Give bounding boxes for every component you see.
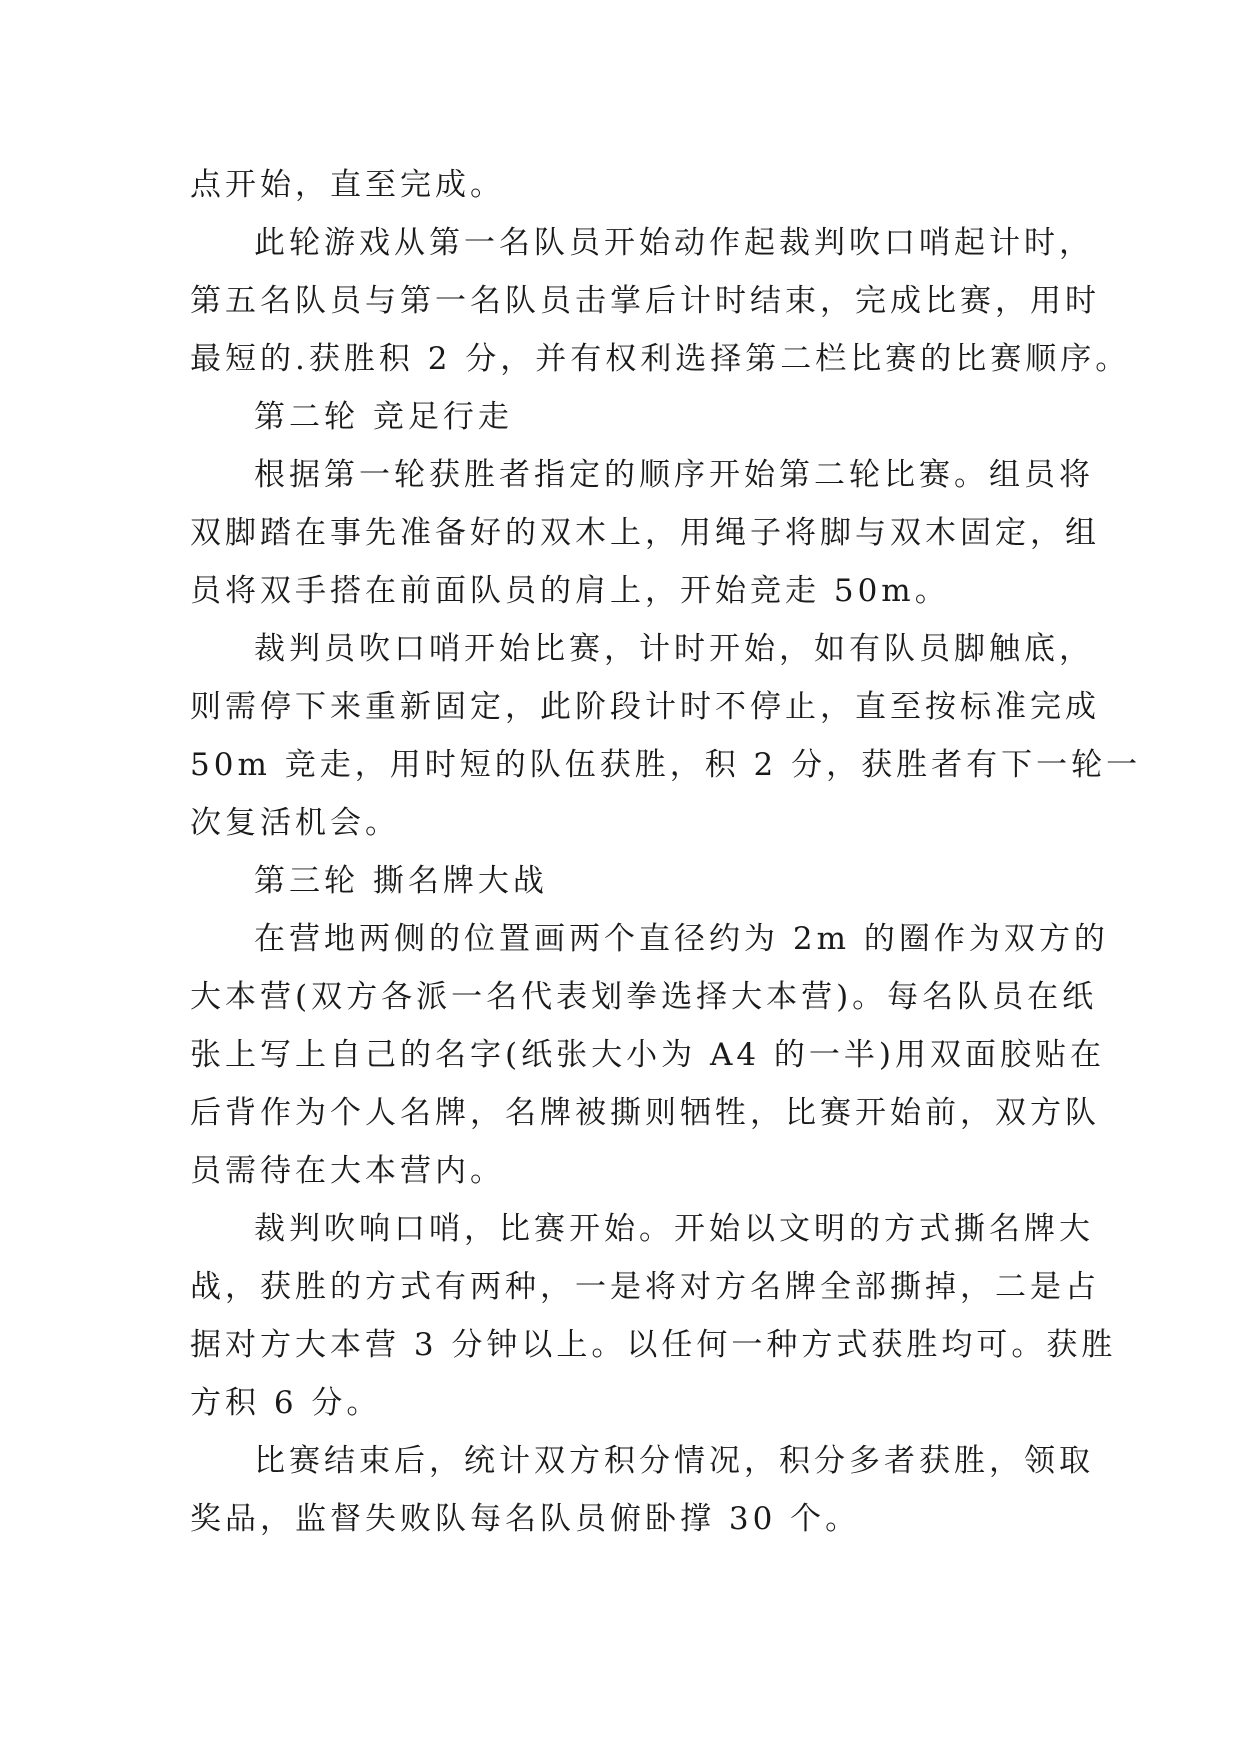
text-line: 员需待在大本营内。 — [190, 1153, 505, 1189]
text-line: 次复活机会。 — [190, 805, 400, 841]
text-line: 在营地两侧的位置画两个直径约为 2m 的圈作为双方的 — [254, 921, 1109, 957]
text-line: 奖品，监督失败队每名队员俯卧撑 30 个。 — [190, 1501, 861, 1537]
text-line: 据对方大本营 3 分钟以上。以任何一种方式获胜均可。获胜 — [190, 1327, 1117, 1363]
text-line: 比赛结束后，统计双方积分情况，积分多者获胜，领取 — [254, 1443, 1094, 1479]
text-line: 裁判吹响口哨，比赛开始。开始以文明的方式撕名牌大 — [254, 1211, 1094, 1247]
text-line: 50m 竞走，用时短的队伍获胜，积 2 分，获胜者有下一轮一 — [190, 747, 1142, 783]
section-heading: 第二轮 竞足行走 — [254, 399, 513, 435]
section-heading: 第三轮 撕名牌大战 — [254, 863, 548, 899]
text-line: 此轮游戏从第一名队员开始动作起裁判吹口哨起计时， — [254, 225, 1094, 261]
text-line: 战，获胜的方式有两种，一是将对方名牌全部撕掉，二是占 — [190, 1269, 1100, 1305]
text-line: 双脚踏在事先准备好的双木上，用绳子将脚与双木固定，组 — [190, 515, 1100, 551]
text-line: 最短的.获胜积 2 分，并有权利选择第二栏比赛的比赛顺序。 — [190, 341, 1131, 377]
text-line: 裁判员吹口哨开始比赛，计时开始，如有队员脚触底， — [254, 631, 1094, 667]
text-line: 方积 6 分。 — [190, 1385, 382, 1421]
text-line: 根据第一轮获胜者指定的顺序开始第二轮比赛。组员将 — [254, 457, 1094, 493]
text-line: 第五名队员与第一名队员击掌后计时结束，完成比赛，用时 — [190, 283, 1100, 319]
document-body — [190, 156, 1142, 1548]
text-line: 大本营(双方各派一名代表划拳选择大本营)。每名队员在纸 — [190, 979, 1098, 1015]
text-line: 点开始，直至完成。 — [190, 167, 505, 203]
text-line: 张上写上自己的名字(纸张大小为 A4 的一半)用双面胶贴在 — [190, 1037, 1106, 1073]
text-line: 员将双手搭在前面队员的肩上，开始竞走 50m。 — [190, 573, 950, 609]
text-line: 则需停下来重新固定，此阶段计时不停止，直至按标准完成 — [190, 689, 1100, 725]
text-line: 后背作为个人名牌，名牌被撕则牺牲，比赛开始前，双方队 — [190, 1095, 1100, 1131]
